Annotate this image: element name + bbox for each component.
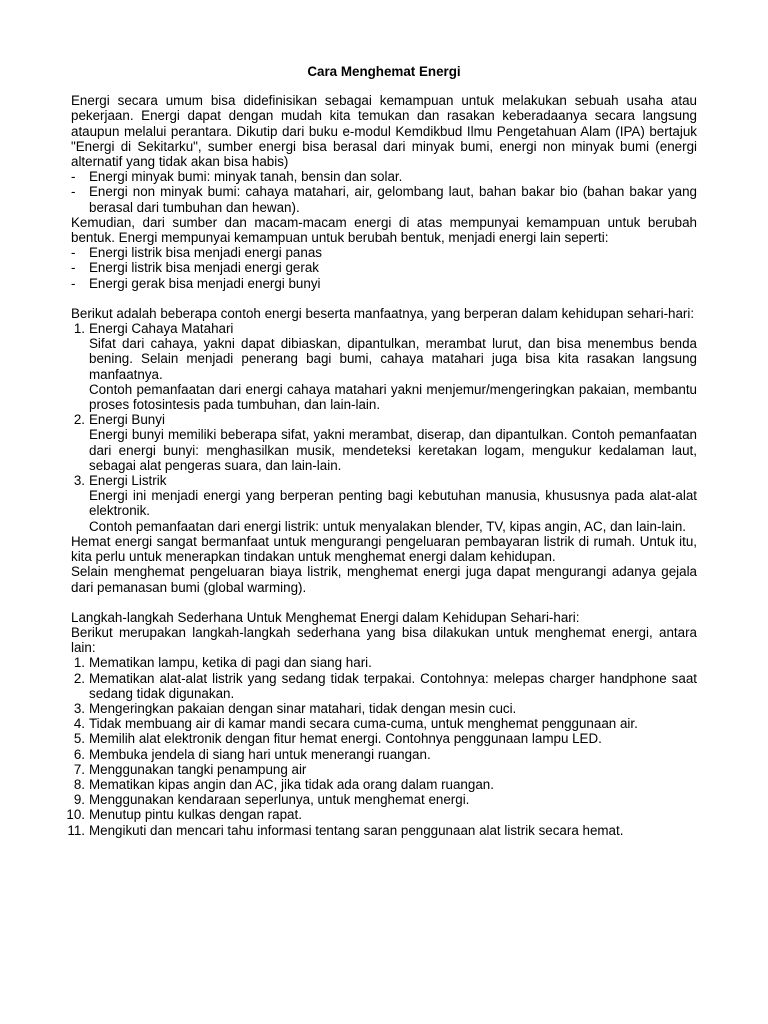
step-text: Mematikan lampu, ketika di pagi dan siang hari. — [89, 655, 372, 671]
list-number: 3. — [73, 473, 85, 489]
example-usage: Contoh pemanfaatan dari energi listrik: untuk menyalakan blender, TV, kipas angin, AC, dan lain-lain. — [89, 518, 686, 534]
list-number: 2. — [73, 670, 85, 686]
list-number: 10. — [66, 807, 85, 823]
step-text: Mematikan kipas angin dan AC, jika tidak ada orang dalam ruangan. — [89, 776, 494, 792]
example-title: Energi Cahaya Matahari — [89, 321, 234, 337]
example-title: Energi Listrik — [89, 473, 167, 489]
step-text: Mematikan alat-alat listrik yang sedang tidak terpakai. Contohnya: melepas charger handphone saat sedang tidak digunakan. — [89, 670, 697, 701]
list-item — [67, 822, 697, 838]
list-number: 2. — [73, 412, 85, 428]
list-item — [71, 412, 697, 473]
list-item — [71, 716, 697, 731]
examples-intro-paragraph: Berikut adalah beberapa contoh energi beserta manfaatnya, yang berperan dalam kehidupan sehari-hari: — [71, 305, 695, 321]
list-item: - Energi listrik bisa menjadi energi gerak — [71, 260, 697, 275]
example-title: Energi Bunyi — [89, 412, 165, 428]
step-text: Menggunakan tangki penampung air — [89, 761, 307, 777]
steps-heading: Langkah-langkah Sederhana Untuk Menghemat Energi dalam Kehidupan Sehari-hari: — [71, 609, 580, 625]
step-text: Membuka jendela di siang hari untuk menerangi ruangan. — [89, 746, 431, 762]
step-text: Tidak membuang air di kamar mandi secara cuma-cuma, untuk menghemat penggunaan air. — [89, 716, 638, 732]
saving-steps-list — [66, 655, 697, 838]
list-number: 6. — [73, 746, 85, 762]
step-text: Mengeringkan pakaian dengan sinar matahari, tidak dengan mesin cuci. — [89, 700, 517, 716]
list-item: - Energi non minyak bumi: cahaya matahari, air, gelombang laut, bahan bakar bio (bahan bakar yang berasal dari tumbuhan dan hewan). — [71, 184, 697, 214]
list-item — [66, 807, 697, 823]
list-number: 7. — [73, 761, 85, 777]
list-item: - Energi minyak bumi: minyak tanah, bensin dan solar. — [71, 169, 697, 184]
list-number: 3. — [73, 700, 85, 716]
example-usage: Contoh pemanfaatan dari energi cahaya matahari yakni menjemur/mengeringkan pakaian, membantu proses fotosintesis pada tumbuhan, dan lain-lain. — [89, 381, 697, 413]
page-title: Cara Menghemat Energi — [307, 64, 461, 79]
example-description: Energi ini menjadi energi yang berperan penting bagi kebutuhan manusia, khususnya pada alat-alat elektronik. — [89, 488, 697, 519]
list-item: - Energi listrik bisa menjadi energi panas — [71, 245, 697, 260]
steps-intro-paragraph: Berikut merupakan langkah-langkah sederhana yang bisa dilakukan untuk menghemat energi, antara lain: — [71, 624, 697, 656]
step-text: Memilih alat elektronik dengan fitur hemat energi. Contohnya penggunaan lampu LED. — [89, 731, 602, 747]
list-number: 9. — [73, 792, 85, 808]
list-number: 5. — [73, 731, 85, 747]
list-number: 1. — [73, 321, 85, 337]
list-item — [71, 701, 697, 716]
list-number: 1. — [73, 655, 85, 671]
global-warming-paragraph: Selain menghemat pengeluaran biaya listrik, menghemat energi juga dapat mengurangi adanya gejala dari pemanasan bumi (global warming). — [71, 564, 697, 595]
list-item — [71, 792, 697, 807]
list-item — [71, 747, 697, 762]
list-number: 4. — [73, 716, 85, 732]
energy-examples-list — [71, 321, 697, 534]
list-item: - Energi gerak bisa menjadi energi bunyi — [71, 276, 697, 291]
hemat-paragraph: Hemat energi sangat bermanfaat untuk mengurangi pengeluaran pembayaran listrik di rumah. Untuk itu, kita perlu untuk menerapkan tindakan untuk menghemat energi dalam kehidupan. — [71, 533, 697, 565]
list-number: 8. — [73, 776, 85, 792]
example-description: Energi bunyi memiliki beberapa sifat, yakni merambat, diserap, dan dipantulkan. Contoh pemanfaatan dari energi bunyi: menghasilkan musik, mendeteksi keretakan logam, mengukur kedalaman laut, sebagai alat pengeras suara, dan lain-lain. — [89, 427, 697, 473]
list-item — [71, 777, 697, 792]
list-item — [71, 731, 697, 746]
energy-transform-list — [71, 245, 697, 291]
energy-sources-list — [71, 169, 697, 215]
step-text: Menggunakan kendaraan seperlunya, untuk menghemat energi. — [89, 792, 470, 808]
step-text: Menutup pintu kulkas dengan rapat. — [89, 807, 302, 823]
list-item — [71, 671, 697, 701]
list-item — [71, 473, 697, 534]
list-item — [71, 655, 697, 670]
list-number: 11. — [67, 822, 85, 838]
list-item — [71, 762, 697, 777]
step-text: Mengikuti dan mencari tahu informasi tentang saran penggunaan alat listrik secara hemat. — [89, 822, 624, 838]
transform-intro-paragraph: Kemudian, dari sumber dan macam-macam energi di atas mempunyai kemampuan untuk berubah bentuk. Energi mempunyai kemampuan untuk berubah bentuk, menjadi energi lain seperti: — [71, 214, 697, 246]
intro-paragraph: Energi secara umum bisa didefinisikan sebagai kemampuan untuk melakukan sebuah usaha atau pekerjaan. Energi dapat dengan mudah kita temukan dan rasakan keberadaanya secara langsung ataupun melalui perantara. Dikutip dari buku e-modul Kemdikbud Ilmu Pengetahuan Alam (IPA) bertajuk "Energi di Sekitarku", sumber energi bisa berasal dari minyak bumi, energi non minyak bumi (energi alternatif yang tidak akan bisa habis) — [71, 93, 697, 170]
example-description: Sifat dari cahaya, yakni dapat dibiaskan, dipantulkan, merambat lurut, dan bisa menembus benda bening. Selain menjadi penerang bagi bumi, cahaya matahari juga bisa kita rasakan langsung manfaatnya. — [89, 336, 697, 382]
list-item — [71, 321, 697, 412]
